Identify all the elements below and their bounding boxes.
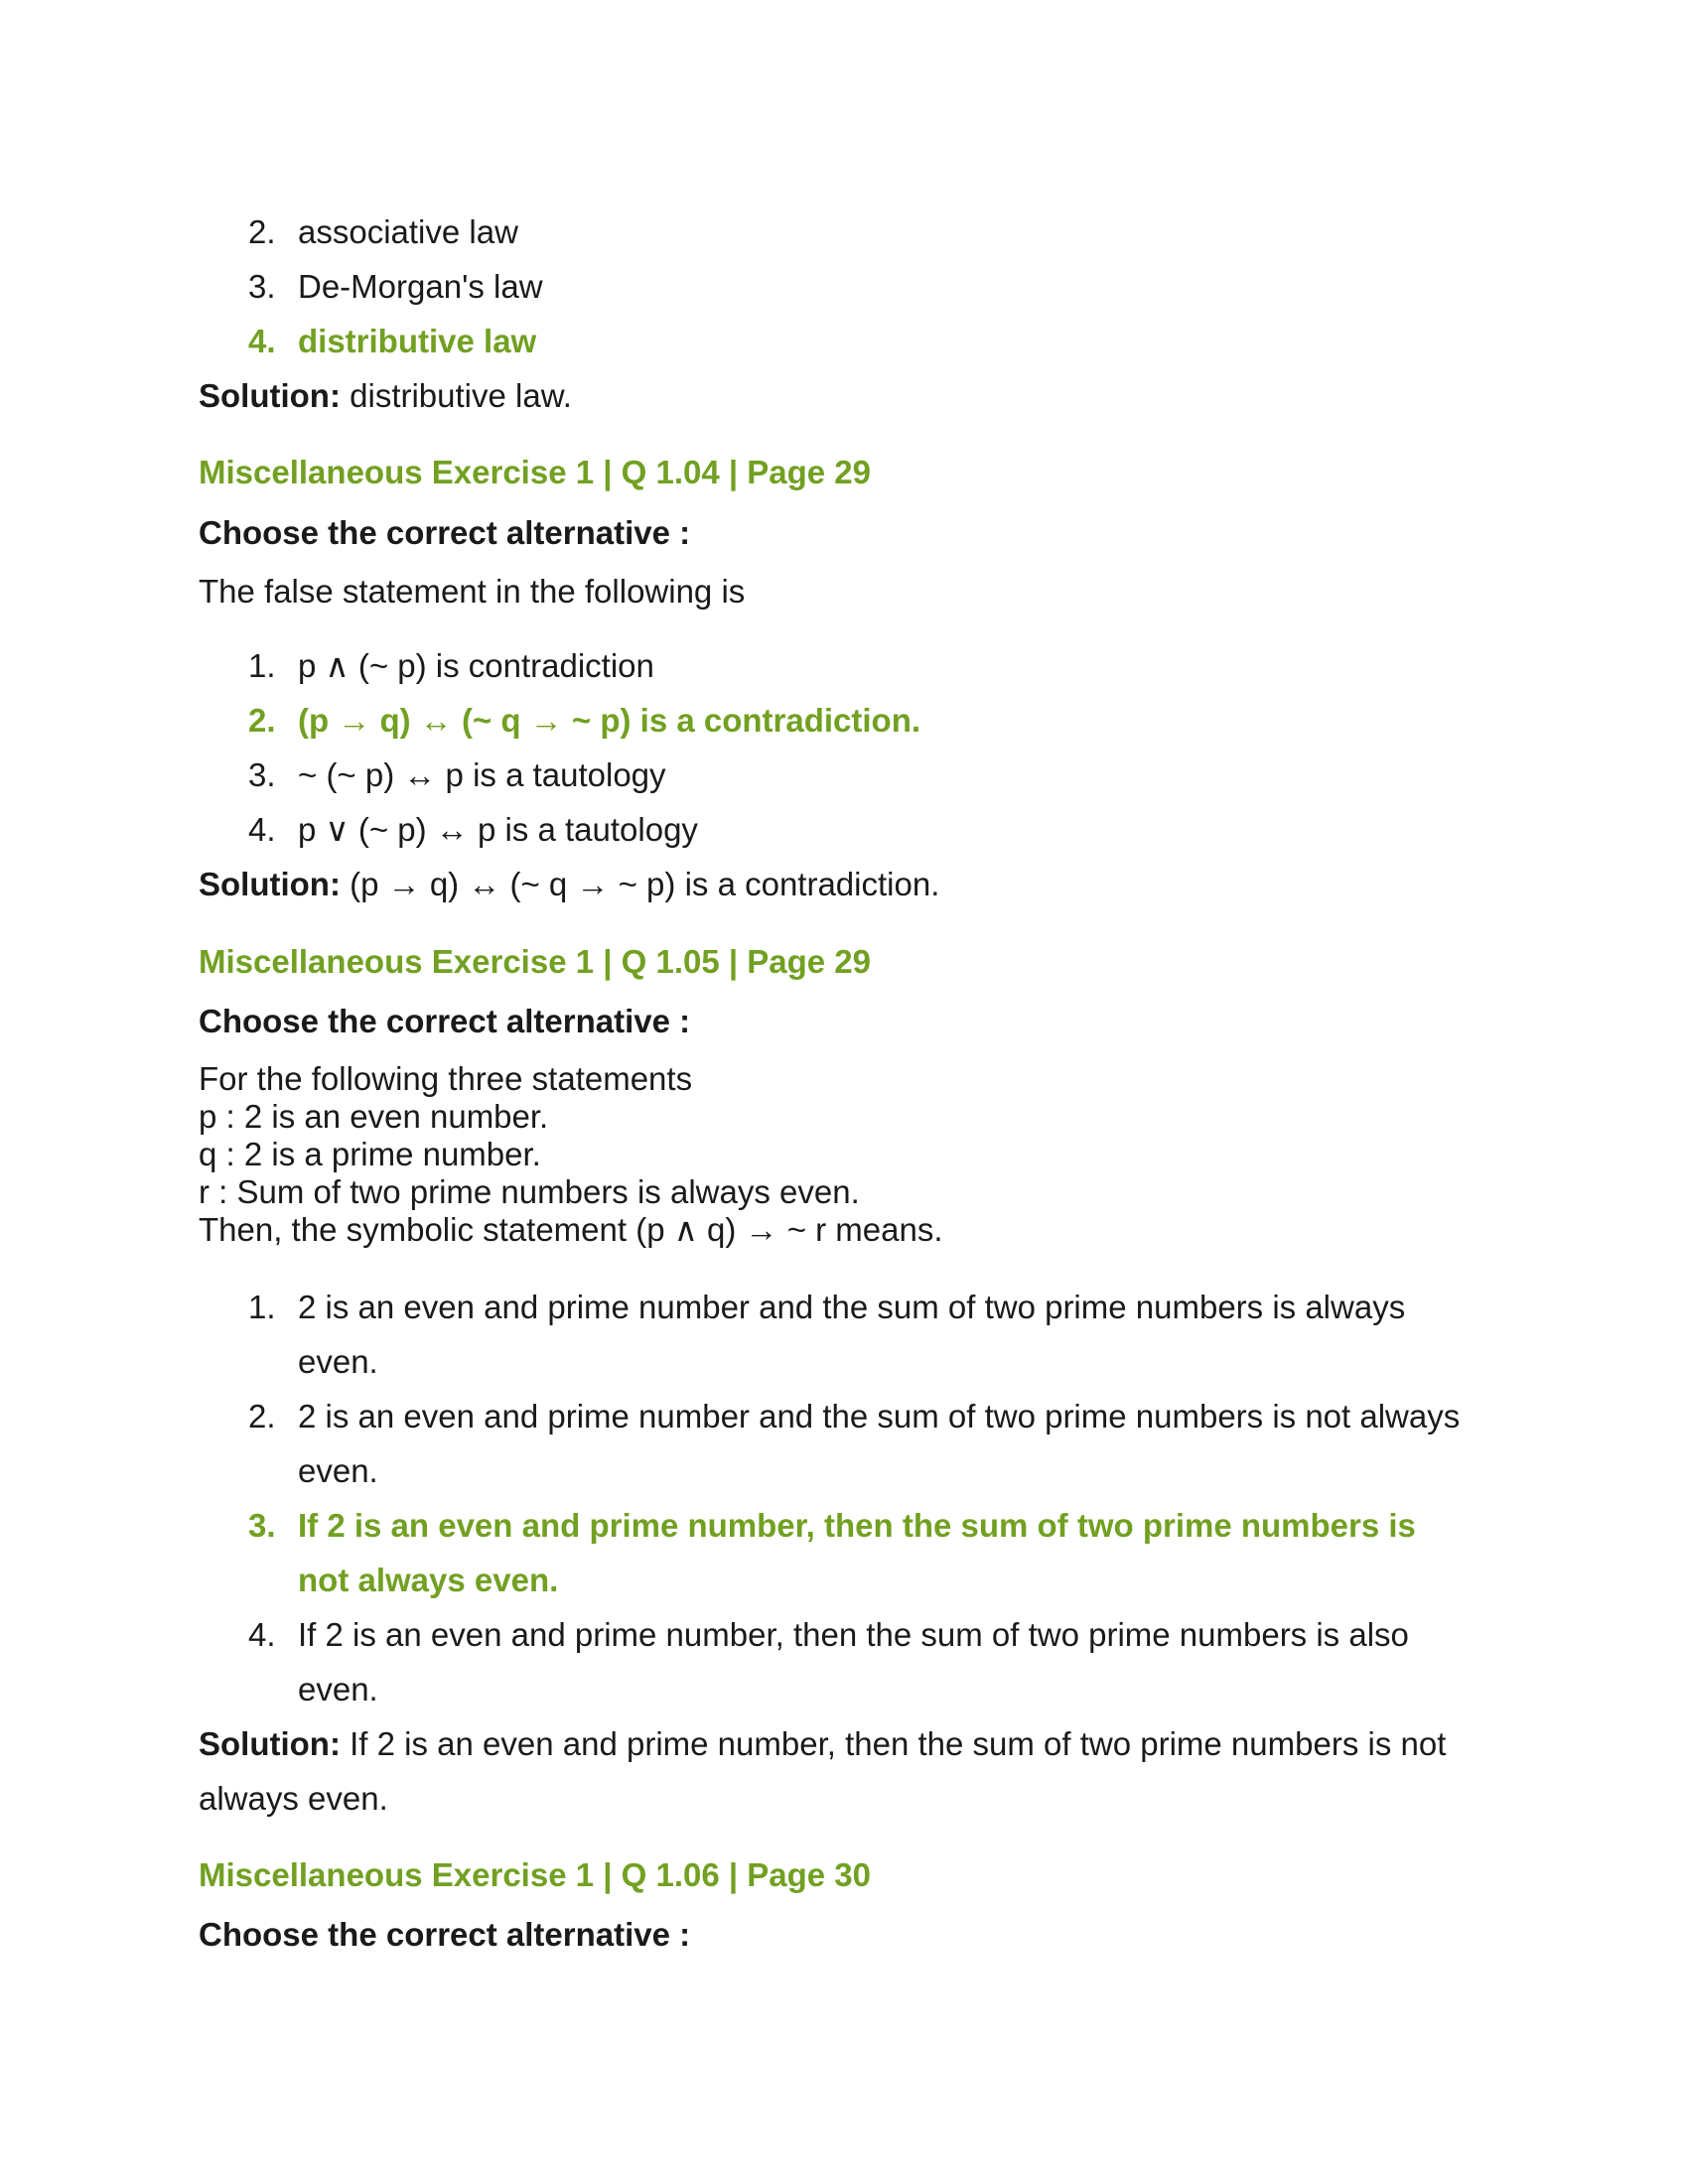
option-text: If 2 is an even and prime number, then the sum of two prime numbers is also [298,1616,1409,1653]
solution-continuation: always even. [199,1780,388,1817]
solution-label: Solution: [199,377,341,414]
solution-text: distributive law. [340,377,572,414]
option-text: distributive law [298,323,537,359]
solution [199,866,939,903]
question-instruction: Choose the correct alternative : [199,1916,691,1953]
option-text: p ∧ (~ p) is contradiction [298,647,654,684]
solution [199,1725,1446,1763]
question-instruction: Choose the correct alternative : [199,1003,691,1039]
option-number: 4. [248,323,276,359]
solution-label: Solution: [199,866,341,902]
option-text: (p → q) ↔ (~ q → ~ p) is a contradiction. [298,702,921,739]
option-text: associative law [298,213,518,250]
question-line: p : 2 is an even number. [199,1098,549,1135]
question-line: For the following three statements [199,1060,693,1097]
option-text: p ∨ (~ p) ↔ p is a tautology [298,811,698,848]
option-text: 2 is an even and prime number and the sum of two prime numbers is not always [298,1398,1461,1434]
option-number: 4. [248,811,276,848]
option-text: even. [298,1671,378,1707]
question-text: The false statement in the following is [199,573,746,610]
question-heading[interactable]: Miscellaneous Exercise 1 | Q 1.06 | Page 30 [199,1856,872,1893]
question-instruction: Choose the correct alternative : [199,514,691,551]
option-number: 3. [248,268,276,305]
solution-label: Solution: [199,1725,341,1762]
option-number: 4. [248,1616,276,1653]
option-text: 2 is an even and prime number and the sum of two prime numbers is always [298,1289,1406,1325]
option-number: 2. [248,702,276,739]
question-line: Then, the symbolic statement (p ∧ q) → ~ r means. [199,1211,943,1248]
option-number: 2. [248,213,276,250]
question-heading[interactable]: Miscellaneous Exercise 1 | Q 1.05 | Page 29 [199,943,872,980]
question-heading[interactable]: Miscellaneous Exercise 1 | Q 1.04 | Page 29 [199,454,872,490]
option-text: even. [298,1343,378,1380]
solution-text: If 2 is an even and prime number, then the sum of two prime numbers is not [340,1725,1447,1762]
option-number: 2. [248,1398,276,1434]
option-number: 3. [248,1507,276,1544]
question-line: q : 2 is a prime number. [199,1136,541,1172]
option-text: De-Morgan's law [298,268,543,305]
option-text: ~ (~ p) ↔ p is a tautology [298,756,666,793]
option-number: 1. [248,647,276,684]
option-text: not always even. [298,1562,559,1598]
solution [199,377,572,415]
question-line: r : Sum of two prime numbers is always even. [199,1173,860,1210]
solution-text: (p → q) ↔ (~ q → ~ p) is a contradiction. [340,866,940,902]
option-number: 1. [248,1289,276,1325]
option-text: If 2 is an even and prime number, then the sum of two prime numbers is [298,1507,1416,1544]
option-text: even. [298,1452,378,1489]
option-number: 3. [248,756,276,793]
